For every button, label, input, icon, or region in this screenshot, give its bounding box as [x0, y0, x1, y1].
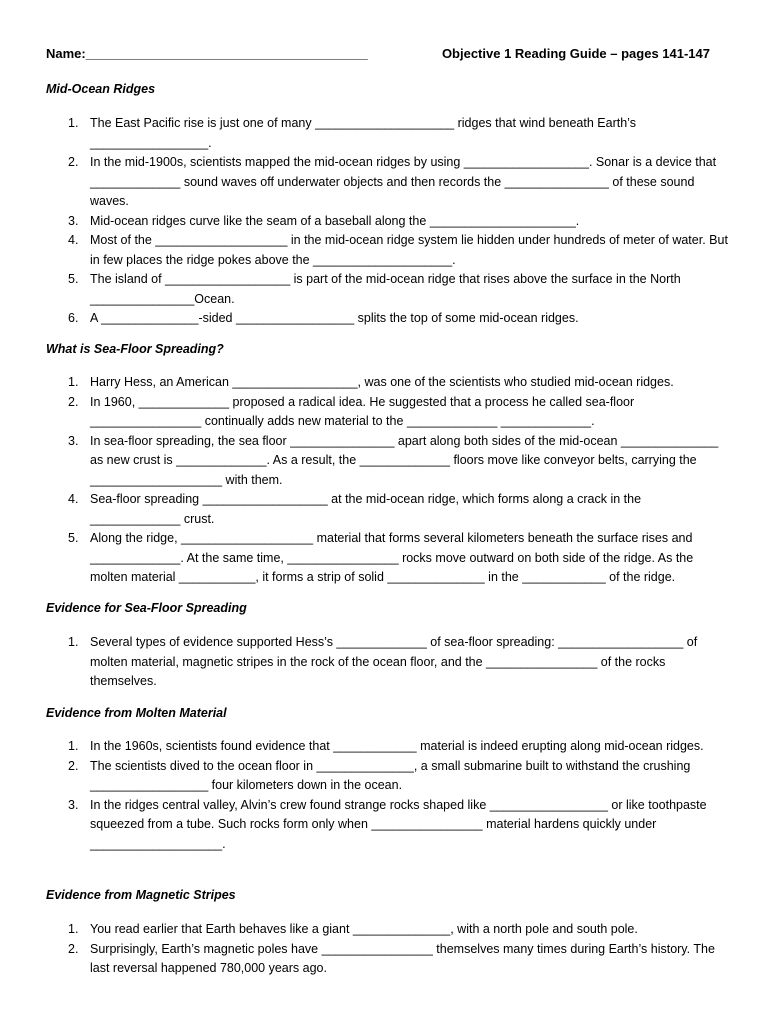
- question-number: 1.: [68, 635, 79, 649]
- question-item: [68, 633, 730, 692]
- question-text: Most of the ___________________ in the mid-ocean ridge system lie hidden under hundreds of meter of water. But in few places the ridge pokes above the ____________________.: [90, 233, 728, 267]
- question-list-molten-material: [68, 737, 730, 854]
- section-heading-magnetic-stripes: Evidence from Magnetic Stripes: [46, 888, 236, 902]
- question-number: 3.: [68, 797, 79, 812]
- page-title: Objective 1 Reading Guide – pages 141-147: [441, 46, 710, 61]
- question-text: In the mid-1900s, scientists mapped the mid-ocean ridges by using __________________. Sonar is a device that _____________ sound waves off underwater objects and then records the _______________ of these sound waves.: [90, 155, 717, 208]
- question-text: You read earlier that Earth behaves like a giant ______________, with a north pole and south pole.: [90, 922, 638, 936]
- section-heading-molten-material: Evidence from Molten Material: [46, 706, 227, 720]
- question-text: In the 1960s, scientists found evidence that ____________ material is indeed erupting along mid-ocean ridges.: [90, 739, 704, 753]
- question-text: In 1960, _____________ proposed a radical idea. He suggested that a process he called sea-floor ________________ continually adds new material to the _____________ _____________.: [90, 394, 635, 428]
- question-text: Harry Hess, an American __________________, was one of the scientists who studied mid-ocean ridges.: [90, 375, 674, 389]
- question-item: [68, 757, 730, 796]
- question-number: 4.: [68, 233, 79, 247]
- question-item: [68, 920, 730, 940]
- question-number: 3.: [68, 213, 79, 228]
- question-item: [68, 270, 730, 309]
- question-number: 5.: [68, 272, 79, 286]
- question-text: Sea-floor spreading __________________ at the mid-ocean ridge, which forms along a crack in the _____________ crust.: [90, 492, 642, 526]
- question-item: [68, 393, 730, 432]
- question-item: [68, 373, 730, 393]
- question-number: 1.: [68, 375, 79, 389]
- question-text: The island of __________________ is part of the mid-ocean ridge that rises above the surface in the North _______________Ocean.: [90, 272, 681, 306]
- section-heading-mid-ocean-ridges: Mid-Ocean Ridges: [46, 82, 156, 96]
- question-number: 5.: [68, 531, 79, 545]
- question-text: The scientists dived to the ocean floor in ______________, a small submarine built to withstand the crushing _________________ four kilometers down in the ocean.: [90, 758, 691, 792]
- question-item: [68, 153, 730, 212]
- question-number: 2.: [68, 394, 79, 409]
- question-item: [68, 212, 730, 232]
- question-text: In the ridges central valley, Alvin’s crew found strange rocks shaped like _________________ or like toothpaste squeezed from a tube. Such rocks form only when ________________ material hardens quickly under ___________________.: [90, 797, 707, 851]
- question-item: [68, 940, 730, 979]
- question-text: A ______________-sided _________________ splits the top of some mid-ocean ridges.: [90, 311, 579, 325]
- question-text: Along the ridge, ___________________ material that forms several kilometers beneath the surface rises and _____________. At the same time, ________________ rocks move outward on both side of the ridge. As the molten material ___________, it forms a strip of solid ______________ in the ____________ of the ridge.: [90, 531, 694, 584]
- question-number: 3.: [68, 433, 79, 448]
- question-item: [68, 309, 730, 329]
- question-number: 1.: [68, 739, 79, 753]
- question-text: In sea-floor spreading, the sea floor _______________ apart along both sides of the mid-ocean ______________ as new crust is _____________. As a result, the _____________ floors move like conveyor belts, carrying the ___________________ with them.: [90, 433, 719, 487]
- question-number: 4.: [68, 492, 79, 506]
- question-list-magnetic-stripes: [68, 920, 730, 979]
- question-item: [68, 529, 730, 588]
- question-number: 6.: [68, 311, 79, 325]
- question-item: [68, 796, 730, 855]
- question-number: 2.: [68, 155, 79, 169]
- question-item: [68, 737, 730, 757]
- question-item: [68, 114, 730, 153]
- question-number: 1.: [68, 116, 79, 130]
- question-item: [68, 490, 730, 529]
- page-header: [46, 46, 718, 66]
- question-number: 2.: [68, 941, 79, 956]
- section-heading-sea-floor-spreading: What is Sea-Floor Spreading?: [46, 342, 224, 356]
- question-item: [68, 231, 730, 270]
- question-list-mid-ocean-ridges: [68, 114, 730, 329]
- question-number: 2.: [68, 758, 79, 773]
- question-list-evidence-sea-floor-spreading: [68, 633, 730, 692]
- question-item: [68, 432, 730, 491]
- question-text: Surprisingly, Earth’s magnetic poles have ________________ themselves many times during Earth’s history. The last reversal happened 780,000 years ago.: [90, 941, 715, 975]
- question-list-sea-floor-spreading: [68, 373, 730, 588]
- question-text: Several types of evidence supported Hess’s _____________ of sea-floor spreading: __________________ of molten material, magnetic stripes in the rock of the ocean floor, and the ________________ of the rocks themselves.: [90, 635, 698, 688]
- question-text: The East Pacific rise is just one of many ____________________ ridges that wind beneath Earth’s _________________.: [90, 116, 636, 150]
- question-text: Mid-ocean ridges curve like the seam of a baseball along the _____________________.: [90, 213, 580, 228]
- question-number: 1.: [68, 922, 79, 936]
- section-heading-evidence-sea-floor-spreading: Evidence for Sea-Floor Spreading: [46, 601, 247, 615]
- name-field-label: Name:_______________________________________: [46, 46, 368, 61]
